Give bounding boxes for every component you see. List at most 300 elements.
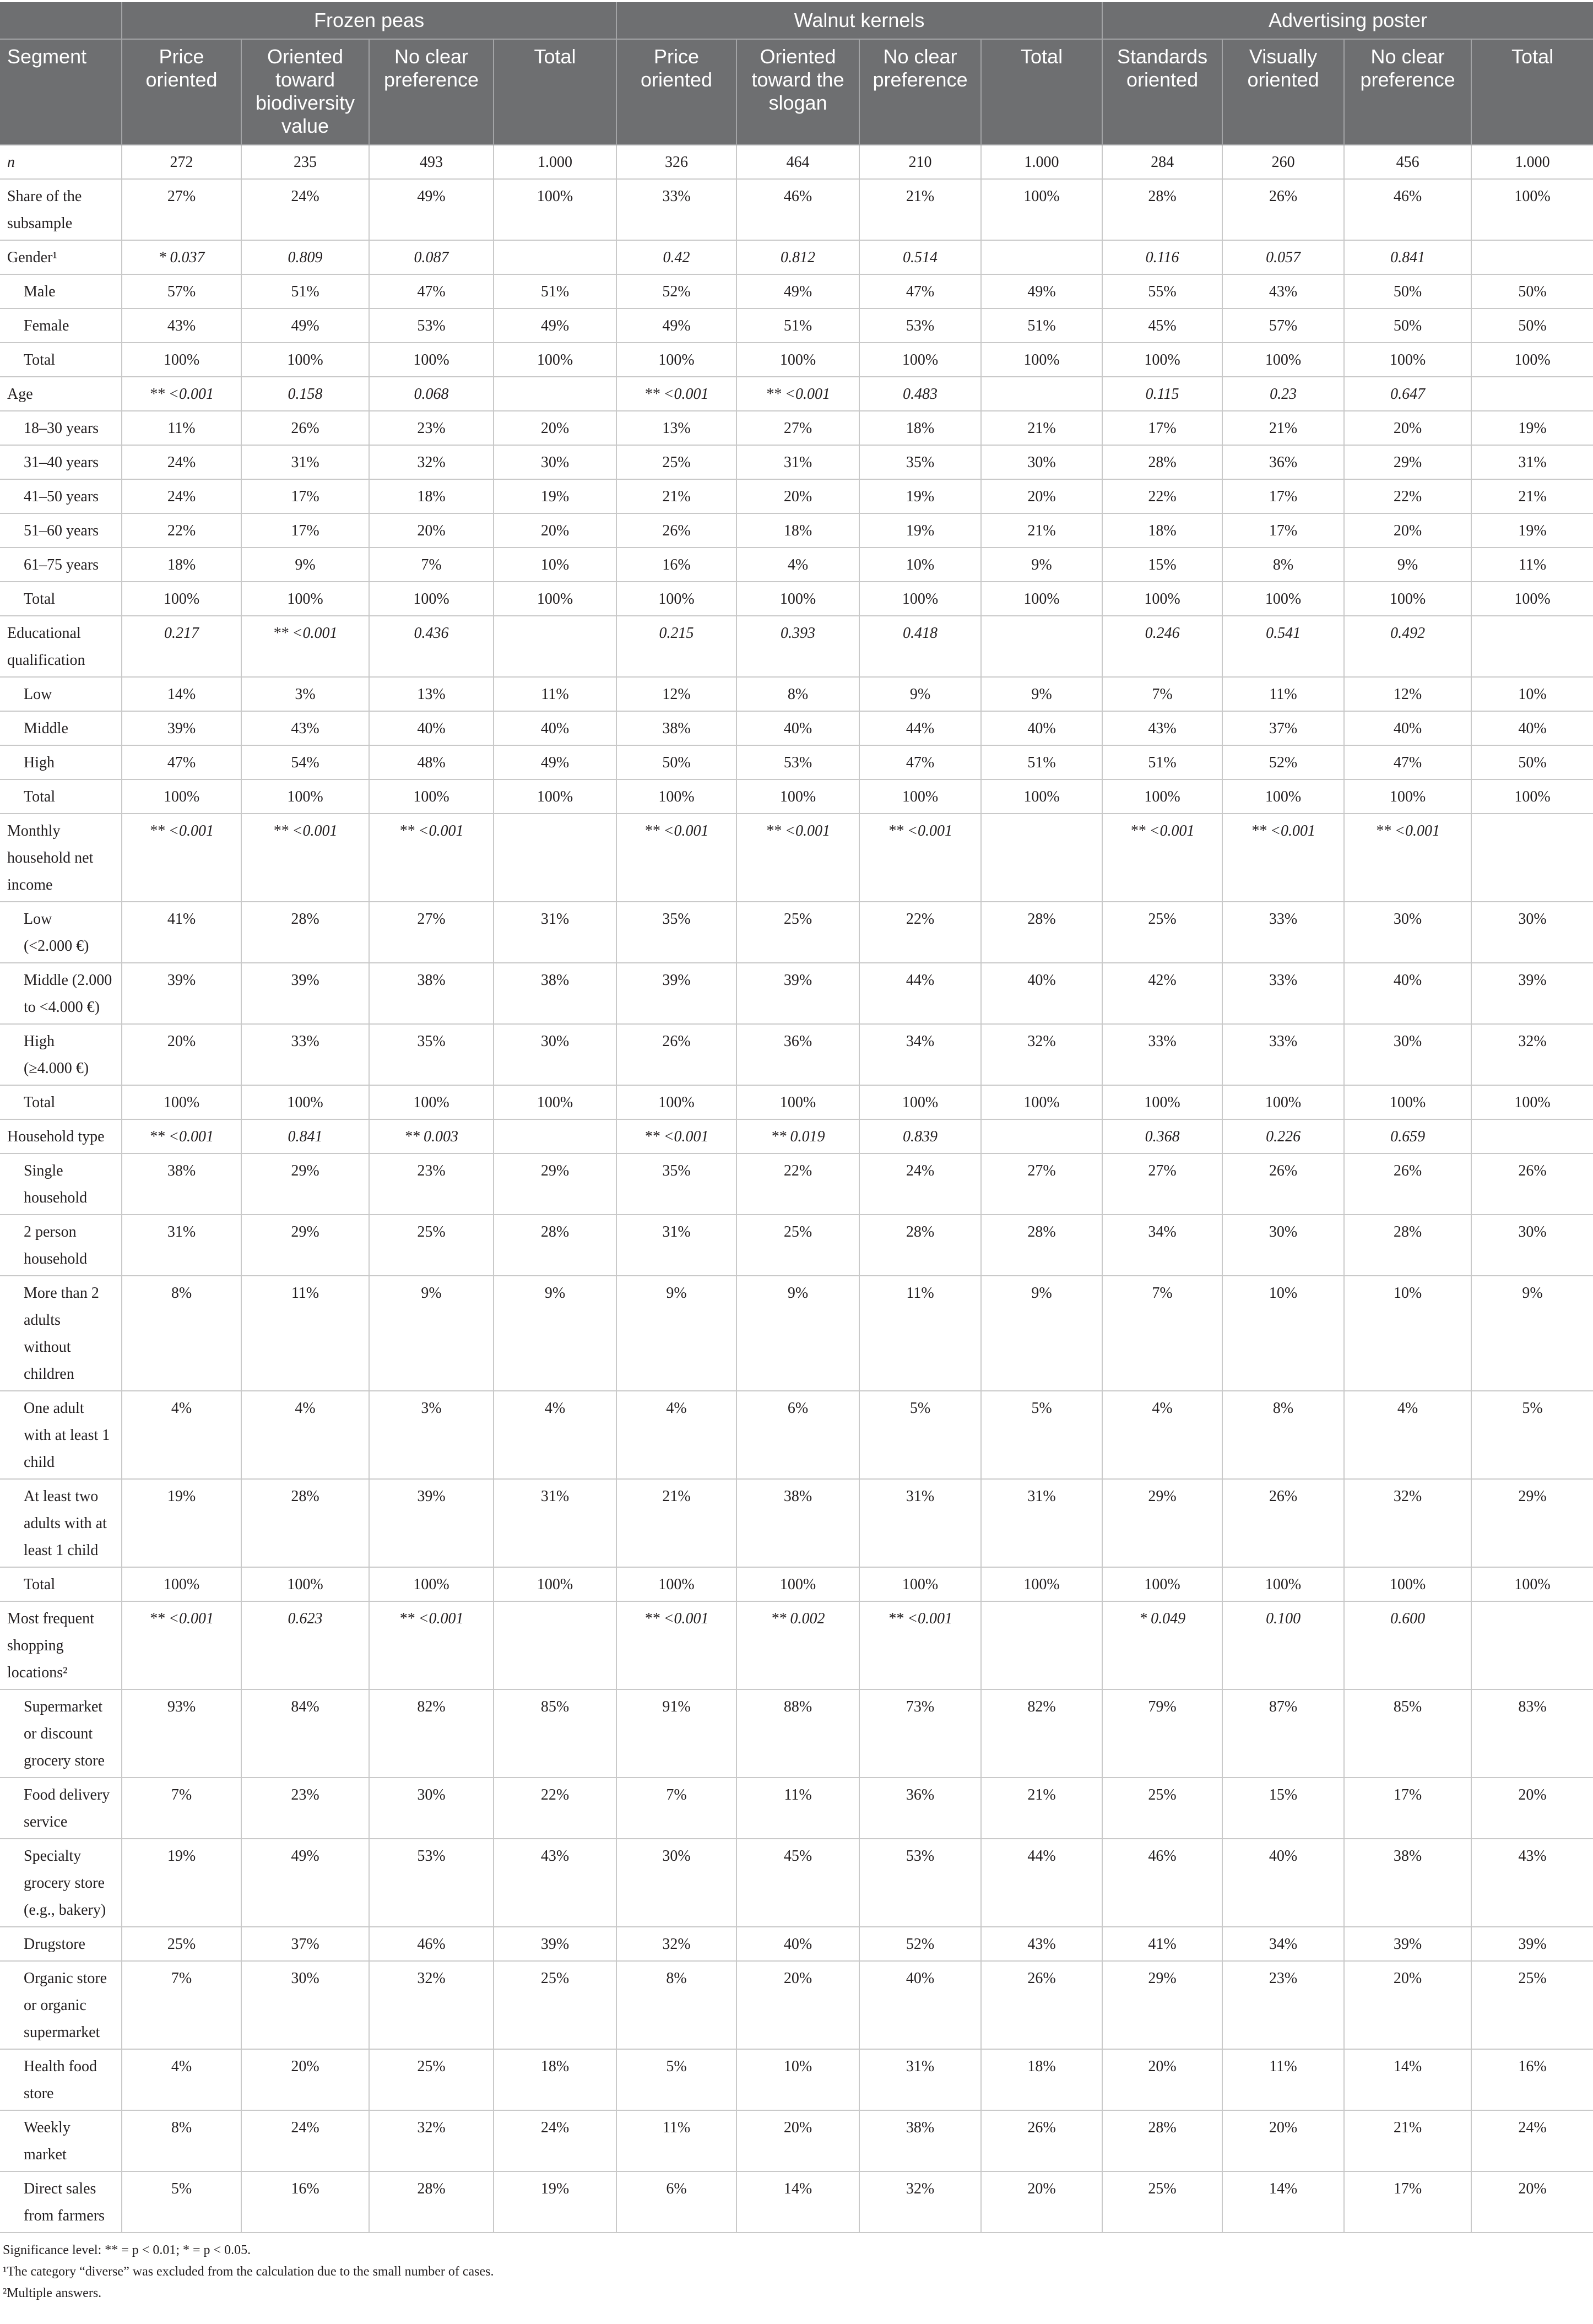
table-cell: 21% [1471,479,1593,513]
table-cell: 19% [122,1479,241,1567]
p-value-cell [1471,616,1593,677]
table-cell: 23% [1222,1961,1344,2049]
row-label: Low (<2.000 €) [0,902,122,963]
table-cell: 32% [369,1961,494,2049]
table-cell: 44% [981,1839,1102,1927]
table-cell: 40% [981,711,1102,745]
table-cell: 100% [1344,1085,1471,1119]
table-cell: 36% [859,1778,981,1839]
row-label: Direct sales from farmers [0,2171,122,2233]
section-row [0,814,1593,902]
table-cell: 100% [859,1085,981,1119]
table-cell: 100% [1471,179,1593,240]
table-cell: 22% [859,902,981,963]
table-cell: 16% [616,548,736,582]
table-cell: 32% [369,2110,494,2171]
table-cell: 39% [1344,1927,1471,1961]
table-cell: 100% [736,582,859,616]
table-cell: 52% [1222,745,1344,779]
table-cell: 51% [736,308,859,343]
p-value-cell: 0.647 [1344,377,1471,411]
footnotes [0,2233,1593,2304]
table-row [0,1961,1593,2049]
table-cell: 14% [1222,2171,1344,2233]
table-cell: 9% [369,1276,494,1391]
table-cell: 16% [1471,2049,1593,2110]
group-header-frozen-peas: Frozen peas [122,2,616,39]
column-header-peas-no-preference: No clear preference [369,39,494,145]
table-cell: 100% [1102,779,1222,814]
table-cell: 8% [1222,1391,1344,1479]
table-row [0,548,1593,582]
section-row [0,1119,1593,1153]
table-cell: 36% [736,1024,859,1085]
table-cell: 8% [736,677,859,711]
table-cell: 43% [122,308,241,343]
row-label: Middle [0,711,122,745]
p-value-cell: 0.839 [859,1119,981,1153]
table-cell: 100% [369,582,494,616]
table-cell: 28% [494,1215,616,1276]
table-cell: 9% [1344,548,1471,582]
table-cell: 31% [241,445,369,479]
table-cell: 7% [369,548,494,582]
table-cell: 20% [1471,2171,1593,2233]
table-cell: 27% [981,1153,1102,1215]
table-cell: 49% [494,745,616,779]
table-cell: 39% [1471,1927,1593,1961]
table-cell: 9% [241,548,369,582]
p-value-cell: 0.087 [369,240,494,274]
p-value-cell: 0.841 [1344,240,1471,274]
table-cell: 28% [241,902,369,963]
table-row [0,513,1593,548]
table-cell: 31% [859,1479,981,1567]
table-cell: 25% [369,2049,494,2110]
table-cell: 9% [859,677,981,711]
table-cell: 29% [494,1153,616,1215]
p-value-cell [1471,240,1593,274]
table-cell: 43% [981,1927,1102,1961]
table-cell: 18% [981,2049,1102,2110]
table-cell: 52% [859,1927,981,1961]
table-cell: 5% [981,1391,1102,1479]
table-cell: 9% [981,1276,1102,1391]
table-cell: 100% [122,343,241,377]
p-value-cell [494,1119,616,1153]
table-cell: 51% [981,308,1102,343]
table-cell: 88% [736,1689,859,1778]
table-cell: 4% [122,1391,241,1479]
table-cell: 52% [616,274,736,308]
p-value-cell: 0.541 [1222,616,1344,677]
p-value-cell: ** <0.001 [241,814,369,902]
table-cell: 100% [859,582,981,616]
table-cell: 43% [241,711,369,745]
p-value-cell: ** 0.003 [369,1119,494,1153]
table-cell: 4% [616,1391,736,1479]
table-cell: 25% [1102,2171,1222,2233]
table-cell: 84% [241,1689,369,1778]
table-cell: 20% [736,2110,859,2171]
table-cell: 8% [616,1961,736,2049]
row-label: Total [0,1567,122,1601]
table-cell: 39% [241,963,369,1024]
table-cell: 7% [1102,677,1222,711]
table-cell: 32% [1344,1479,1471,1567]
table-row [0,711,1593,745]
table-cell: 17% [1222,479,1344,513]
table-cell: 44% [859,963,981,1024]
table-cell: 30% [616,1839,736,1927]
table-cell: 30% [1471,902,1593,963]
table-cell: 28% [1344,1215,1471,1276]
table-cell: 25% [736,902,859,963]
table-cell: 29% [1344,445,1471,479]
table-cell: 9% [736,1276,859,1391]
p-value-cell [981,377,1102,411]
table-row [0,779,1593,814]
table-cell: 11% [1471,548,1593,582]
p-value-cell: * 0.037 [122,240,241,274]
table-row [0,1479,1593,1567]
table-row [0,745,1593,779]
table-cell: 20% [1222,2110,1344,2171]
p-value-cell [1471,377,1593,411]
table-cell: 100% [1222,1567,1344,1601]
table-cell: 25% [122,1927,241,1961]
table-cell: 26% [981,2110,1102,2171]
group-header-advertising-poster: Advertising poster [1102,2,1593,39]
p-value-cell [981,814,1102,902]
table-cell: 1.000 [494,145,616,179]
table-cell: 100% [1222,779,1344,814]
table-cell: 4% [1344,1391,1471,1479]
table-cell: 11% [494,677,616,711]
row-label: Total [0,343,122,377]
table-cell: 28% [1102,445,1222,479]
row-label: 18–30 years [0,411,122,445]
table-cell: 25% [1102,1778,1222,1839]
table-cell: 100% [859,343,981,377]
table-cell: 100% [1471,343,1593,377]
summary-row [0,145,1593,179]
table-cell: 24% [241,2110,369,2171]
table-cell: 32% [1471,1024,1593,1085]
column-header-peas-total: Total [494,39,616,145]
table-cell: 34% [859,1024,981,1085]
table-row [0,308,1593,343]
row-label: 51–60 years [0,513,122,548]
p-value-cell [1471,1119,1593,1153]
table-cell: 43% [1222,274,1344,308]
table-cell: 34% [1102,1215,1222,1276]
table-cell: 32% [859,2171,981,2233]
table-cell: 14% [122,677,241,711]
p-value-cell: ** 0.019 [736,1119,859,1153]
table-cell: 27% [122,179,241,240]
table-cell: 29% [241,1153,369,1215]
table-cell: 29% [1102,1961,1222,2049]
table-cell: 100% [616,582,736,616]
row-label: Total [0,582,122,616]
p-value-cell: ** <0.001 [616,814,736,902]
table-cell: 39% [616,963,736,1024]
table-cell: 24% [1471,2110,1593,2171]
table-cell: 100% [494,179,616,240]
table-cell: 100% [241,582,369,616]
table-cell: 48% [369,745,494,779]
table-cell: 100% [981,179,1102,240]
table-cell: 33% [1222,902,1344,963]
table-cell: 10% [1471,677,1593,711]
table-cell: 39% [736,963,859,1024]
table-cell: 100% [1222,582,1344,616]
table-cell: 11% [1222,2049,1344,2110]
table-cell: 41% [1102,1927,1222,1961]
table-cell: 45% [1102,308,1222,343]
table-cell: 100% [494,343,616,377]
p-value-cell [494,814,616,902]
row-label: 41–50 years [0,479,122,513]
table-cell: 93% [122,1689,241,1778]
table-cell: 22% [494,1778,616,1839]
table-cell: 33% [616,179,736,240]
table-row [0,677,1593,711]
table-cell: 20% [1102,2049,1222,2110]
section-row [0,616,1593,677]
table-row [0,1024,1593,1085]
table-cell: 46% [736,179,859,240]
table-cell: 20% [981,2171,1102,2233]
table-cell: 43% [1471,1839,1593,1927]
table-cell: 25% [494,1961,616,2049]
p-value-cell [494,377,616,411]
table-cell: 100% [122,1085,241,1119]
table-row [0,411,1593,445]
p-value-cell: ** <0.001 [616,1601,736,1689]
table-cell: 23% [241,1778,369,1839]
p-value-cell [981,240,1102,274]
row-label: Total [0,779,122,814]
table-cell: 6% [616,2171,736,2233]
row-label: High [0,745,122,779]
table-cell: 19% [859,513,981,548]
p-value-cell: ** <0.001 [859,1601,981,1689]
table-cell: 35% [616,1153,736,1215]
table-cell: 18% [736,513,859,548]
table-cell: 42% [1102,963,1222,1024]
table-cell: 46% [1102,1839,1222,1927]
table-cell: 100% [1102,582,1222,616]
row-label: Food delivery service [0,1778,122,1839]
table-cell: 55% [1102,274,1222,308]
table-cell: 39% [494,1927,616,1961]
table-cell: 50% [616,745,736,779]
row-label: Share of the subsample [0,179,122,240]
table-cell: 32% [981,1024,1102,1085]
table-cell: 100% [981,582,1102,616]
table-row [0,2110,1593,2171]
table-cell: 38% [122,1153,241,1215]
table-cell: 46% [1344,179,1471,240]
table-cell: 49% [616,308,736,343]
table-cell: 15% [1102,548,1222,582]
row-label: Monthly household net income [0,814,122,902]
table-cell: 19% [122,1839,241,1927]
table-cell: 100% [616,779,736,814]
table-cell: 14% [1344,2049,1471,2110]
table-row [0,1689,1593,1778]
table-cell: 30% [369,1778,494,1839]
table-cell: 3% [369,1391,494,1479]
table-cell: 31% [859,2049,981,2110]
table-cell: 85% [494,1689,616,1778]
table-cell: 24% [122,479,241,513]
table-cell: 30% [494,445,616,479]
table-cell: 4% [736,548,859,582]
table-row [0,1153,1593,1215]
table-cell: 50% [1471,274,1593,308]
table-cell: 24% [241,179,369,240]
table-cell: 53% [859,1839,981,1927]
p-value-cell: ** <0.001 [122,814,241,902]
table-cell: 100% [981,1085,1102,1119]
table-cell: 21% [859,179,981,240]
table-cell: 5% [122,2171,241,2233]
table-cell: 30% [1344,1024,1471,1085]
table-cell: 464 [736,145,859,179]
table-cell: 272 [122,145,241,179]
p-value-cell: ** <0.001 [859,814,981,902]
table-cell: 235 [241,145,369,179]
p-value-cell: 0.514 [859,240,981,274]
table-row [0,1215,1593,1276]
table-cell: 28% [1102,179,1222,240]
table-cell: 100% [1344,343,1471,377]
table-cell: 33% [241,1024,369,1085]
row-label: Total [0,1085,122,1119]
table-row [0,582,1593,616]
table-cell: 26% [1471,1153,1593,1215]
table-cell: 30% [494,1024,616,1085]
table-cell: 284 [1102,145,1222,179]
table-cell: 22% [1102,479,1222,513]
table-cell: 26% [1222,179,1344,240]
table-cell: 22% [736,1153,859,1215]
table-cell: 19% [1471,411,1593,445]
table-cell: 4% [241,1391,369,1479]
table-cell: 39% [369,1479,494,1567]
table-cell: 100% [122,779,241,814]
table-cell: 100% [981,779,1102,814]
row-label: Drugstore [0,1927,122,1961]
table-cell: 100% [1344,779,1471,814]
p-value-cell: 0.368 [1102,1119,1222,1153]
table-cell: 30% [1344,902,1471,963]
table-cell: 43% [1102,711,1222,745]
table-cell: 27% [369,902,494,963]
p-value-cell [1471,1601,1593,1689]
table-cell: 8% [1222,548,1344,582]
table-cell: 100% [1471,1085,1593,1119]
table-cell: 35% [616,902,736,963]
table-cell: 100% [241,779,369,814]
column-header-walnut-slogan-oriented: Oriented toward the slogan [736,39,859,145]
table-cell: 29% [1471,1479,1593,1567]
table-row [0,1778,1593,1839]
table-row [0,445,1593,479]
table-cell: 8% [122,2110,241,2171]
table-cell: 3% [241,677,369,711]
table-cell: 82% [369,1689,494,1778]
table-cell: 100% [241,1567,369,1601]
p-value-cell: 0.841 [241,1119,369,1153]
table-cell: 53% [859,308,981,343]
table-cell: 28% [1102,2110,1222,2171]
table-cell: 40% [981,963,1102,1024]
table-body [0,145,1593,2233]
p-value-cell: ** <0.001 [122,377,241,411]
table-cell: 28% [981,1215,1102,1276]
table-cell: 26% [1344,1153,1471,1215]
p-value-cell: 0.623 [241,1601,369,1689]
table-cell: 32% [369,445,494,479]
p-value-cell [981,1119,1102,1153]
table-cell: 21% [981,1778,1102,1839]
table-cell: 47% [1344,745,1471,779]
table-cell: 53% [369,1839,494,1927]
table-cell: 100% [736,343,859,377]
p-value-cell: * 0.049 [1102,1601,1222,1689]
row-label: Single household [0,1153,122,1215]
table-cell: 100% [369,343,494,377]
table-cell: 100% [736,1567,859,1601]
table-cell: 38% [859,2110,981,2171]
table-cell: 100% [1344,582,1471,616]
p-value-cell: 0.057 [1222,240,1344,274]
row-label: Weekly market [0,2110,122,2171]
column-header-walnut-no-preference: No clear preference [859,39,981,145]
p-value-cell [494,1601,616,1689]
table-cell: 38% [369,963,494,1024]
table-cell: 30% [241,1961,369,2049]
table-cell: 49% [369,179,494,240]
p-value-cell [1471,814,1593,902]
table-cell: 31% [981,1479,1102,1567]
table-cell: 100% [1102,343,1222,377]
group-header-row [0,2,1593,39]
table-cell: 100% [369,1567,494,1601]
table-row [0,1085,1593,1119]
table-cell: 54% [241,745,369,779]
row-label: High (≥4.000 €) [0,1024,122,1085]
table-cell: 12% [616,677,736,711]
row-label: Gender¹ [0,240,122,274]
row-label: One adult with at least 1 child [0,1391,122,1479]
table-row [0,1927,1593,1961]
table-cell: 31% [494,902,616,963]
row-label: Supermarket or discount grocery store [0,1689,122,1778]
table-cell: 20% [494,411,616,445]
row-label: Middle (2.000 to <4.000 €) [0,963,122,1024]
table-cell: 41% [122,902,241,963]
p-value-cell: 0.492 [1344,616,1471,677]
footnote-1: ¹The category “diverse” was excluded from the calculation due to the small number of cases. [3,2265,494,2279]
table-cell: 38% [736,1479,859,1567]
row-label: Low [0,677,122,711]
table-cell: 19% [494,479,616,513]
